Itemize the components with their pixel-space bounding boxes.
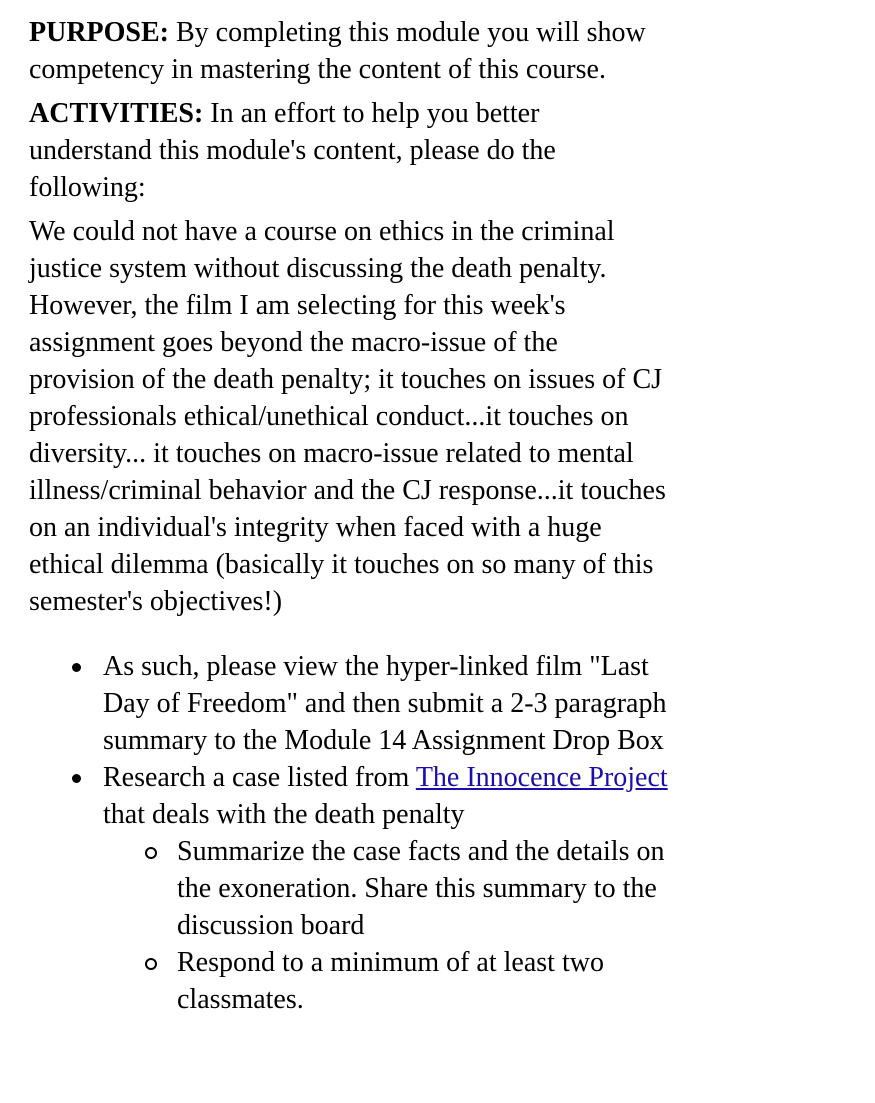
activities-paragraph [29,95,669,206]
module-content [29,14,669,1018]
purpose-text: By completing this module you will show competency in mastering the content of this course. [29,17,646,85]
intro-paragraph: We could not have a course on ethics in the criminal justice system without discussing the death penalty. However, the film I am selecting for this week's assignment goes beyond the macro-issue of the provision of the death penalty; it touches on issues of CJ professionals ethical/unethical conduct...it touches on diversity... it touches on macro-issue related to mental illness/criminal behavior and the CJ response...it touches on an individual's integrity when faced with a huge ethical dilemma (basically it touches on so many of this semester's objectives!) [29,216,666,617]
list-item-research [103,759,669,1018]
sub-list-item-respond: Respond to a minimum of at least two classmates. [177,944,669,1018]
sub-list-item-summarize: Summarize the case facts and the details on the exoneration. Share this summary to the discussion board [177,833,669,944]
list-item-research-after: that deals with the death penalty [103,799,465,830]
activities-list [29,648,669,1018]
innocence-project-link[interactable]: The Innocence Project [415,762,668,793]
activities-label: ACTIVITIES: [29,98,204,129]
list-item-film [103,648,669,759]
list-item-film-text: As such, please view the hyper-linked film "Last Day of Freedom" and then submit a 2-3 paragraph summary to the Module 14 Assignment Drop Box [103,651,667,756]
activities-text: In an effort to help you better understand this module's content, please do the following: [29,98,556,203]
purpose-paragraph [29,14,669,88]
purpose-label: PURPOSE: [29,17,169,48]
research-sub-list [103,833,669,1018]
list-item-research-before: Research a case listed from [103,762,416,793]
